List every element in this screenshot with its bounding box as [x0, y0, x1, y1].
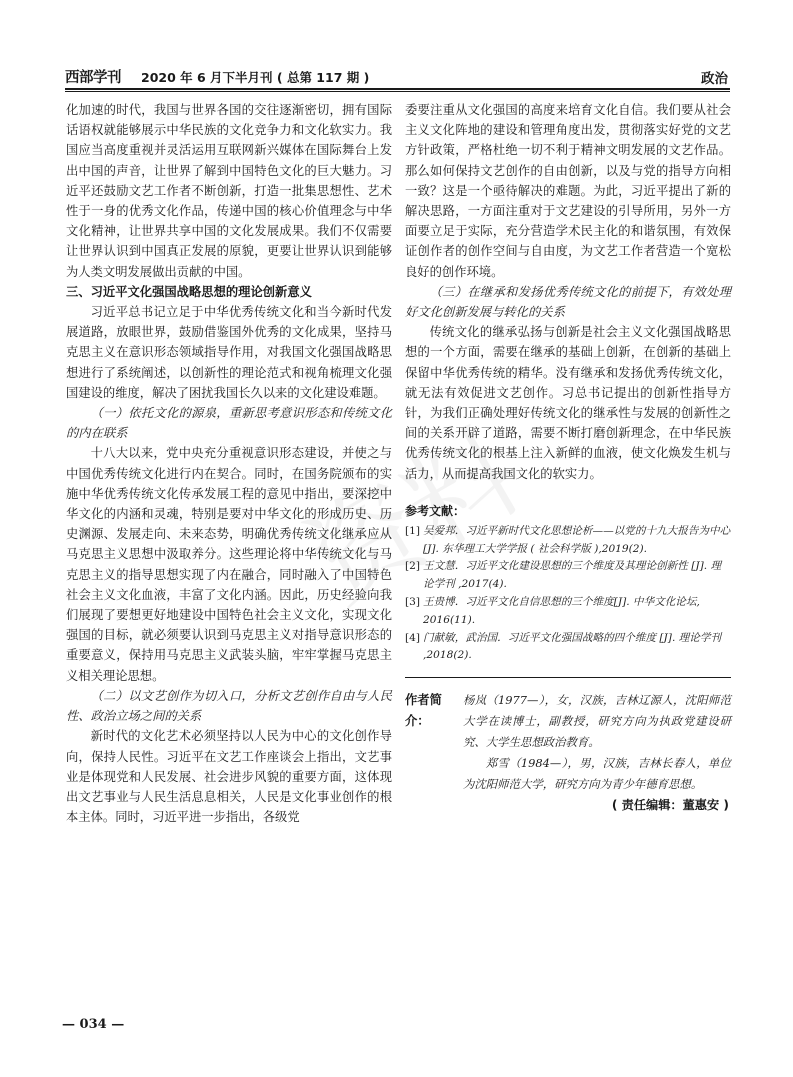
- references-title: 参考文献：: [405, 503, 466, 518]
- left-column: [66, 100, 392, 827]
- paragraph: 新时代的文化艺术必须坚持以人民为中心的文化创作导向，保持人民性。习近平在文艺工作座谈会上指出，文艺事业是体现党和人民发展、社会进步风貌的重要方面，这体现出文艺事业与人民生活息息相关，人民是文化事业创作的根本主体。同时，习近平进一步指出，各级党: [66, 729, 392, 825]
- reference-text: 吴爱邦．习近平新时代文化思想论析——以党的十九大报告为中心 [J]. 东华理工大学学报 ( 社会科学版 ),2019(2).: [423, 524, 731, 555]
- subsection-heading: （一）依托文化的源泉，重新思考意识形态和传统文化的内在联系: [66, 406, 392, 441]
- paragraph: 化加速的时代，我国与世界各国的交往逐渐密切，拥有国际话语权就能够展示中华民族的文化竞争力和文化软实力。我国应当高度重视并灵活运用互联网新兴媒体在国际舞台上发出中国的声音，让世界了解到中国特色文化的巨大魅力。习近平还鼓励文艺工作者不断创新，打造一批集思想性、艺术性于一身的优秀文化作品，传递中国的核心价值理念与中华文化精神，让世界共享中国的文化发展成果。我们不仅需要让世界认识到中国真正发展的原貌，更要让世界认识到能够为人类文明发展做出贡献的中国。: [66, 103, 392, 279]
- author-bio-2: 郑雪（1984—），男，汉族，吉林长春人，单位为沈阳师范大学，研究方向为青少年德育思想。: [463, 756, 731, 792]
- author-bio-1: 杨岚（1977—），女，汉族，吉林辽源人，沈阳师范大学在读博士，副教授，研究方向为执政党建设研究、大学生思想政治教育。: [463, 693, 731, 750]
- paragraph: 十八大以来，党中央充分重视意识形态建设，并使之与中国优秀传统文化进行内在契合。同时，在国务院颁布的实施中华优秀传统文化传承发展工程的意见中指出，要深挖中华文化的内涵和灵魂，特别是要对中华文化的形成历史、历史渊源、发展走向、未来态势，明确优秀传统文化继承应从马克思主义思想中汲取养分。这些理论将中华传统文化与马克思主义的指导思想实现了内在融合，同时融入了中国特色社会主义文化血液，丰富了文化内涵。因此，历史经验向我们展现了要想更好地建设中国特色社会主义文化，实现文化强国的目标，就必须要认识到马克思主义对指导意识形态的重要意义，保持用马克思主义武装头脑，牢牢掌握马克思主义相关理论思想。: [66, 446, 392, 683]
- issue-info: 2020 年 6 月下半月刊 ( 总第 117 期 ): [141, 70, 370, 85]
- paragraph: 传统文化的继承弘扬与创新是社会主义文化强国战略思想的一个方面，需要在继承的基础上创新，在创新的基础上保留中华优秀传统的精华。没有继承和发扬优秀传统文化，就无法有效促进文艺创作。习总书记提出的创新性指导方针，为我们正确处理好传统文化的继承性与发展的创新性之间的关系开辟了道路，需要不断打磨创新理念，在中华民族优秀传统文化的根基上注入新鲜的血液，使文化焕发生机与活力，从而提高我国文化的软实力。: [405, 325, 731, 481]
- journal-name: 西部学刊: [65, 69, 121, 86]
- section-label: 政治: [701, 71, 728, 87]
- page-number: — 034 —: [62, 1017, 125, 1032]
- reference-item: [405, 523, 731, 559]
- header-rule-thick: [65, 88, 730, 90]
- references-list: [405, 523, 731, 665]
- reference-text: 王贵博．习近平文化自信思想的三个维度[J]. 中华文化论坛, 2016(11).: [423, 596, 700, 626]
- section-heading: 三、习近平文化强国战略思想的理论创新意义: [66, 284, 312, 299]
- reference-number: [3]: [405, 596, 421, 609]
- header-rule-thin: [65, 91, 730, 92]
- reference-number: [2]: [405, 560, 421, 573]
- author-bio-body: [463, 690, 731, 795]
- reference-item: [405, 630, 731, 666]
- reference-number: [4]: [405, 631, 421, 644]
- author-separator: [405, 677, 731, 678]
- reference-text: 王文慧．习近平文化建设思想的三个维度及其理论创新性 [J]. 理论学刊 ,2017(4).: [423, 560, 722, 591]
- running-header: [65, 64, 730, 86]
- reference-text: 门献敏，武治国．习近平文化强国战略的四个维度 [J]. 理论学刊 ,2018(2).: [423, 631, 722, 662]
- reference-item: [405, 558, 731, 594]
- responsible-editor: ( 责任编辑：董惠安 ): [611, 798, 729, 813]
- author-label: 作者简介：: [405, 693, 442, 729]
- reference-item: [405, 594, 731, 630]
- paragraph: 委要注重从文化强国的高度来培育文化自信。我们要从社会主义文化阵地的建设和管理角度出发，贯彻落实好党的文艺方针政策，严格杜绝一切不利于精神文明发展的文艺作品。那么如何保持文艺创作的自由创新，以及与党的指导方向相一致？这是一个亟待解决的难题。为此，习近平提出了新的解决思路，一方面注重对于文艺建设的引导所用，另外一方面要立足于实际，充分营造学术民主化的和谐氛围，有效保证创作者的创作空间与自由度，为文艺工作者营造一个宽松良好的创作环境。: [405, 103, 731, 279]
- subsection-heading: （三）在继承和发扬优秀传统文化的前提下，有效处理好文化创新发展与转化的关系: [405, 284, 731, 320]
- subsection-heading: （二）以文艺创作为切入口，分析文艺创作自由与人民性、政治立场之间的关系: [66, 688, 392, 724]
- author-bio: [405, 690, 731, 795]
- paragraph: 习近平总书记立足于中华优秀传统文化和当今新时代发展道路，放眼世界，鼓励借鉴国外优秀的文化成果，坚持马克思主义在意识形态领域指导作用，对我国文化强国战略思想进行了系统阐述，以创新性的理论范式和视角梳理文化强国建设的维度，解决了困扰我国长久以来的文化建设难题。: [66, 305, 392, 400]
- right-column: [405, 100, 731, 816]
- reference-number: [1]: [405, 524, 421, 537]
